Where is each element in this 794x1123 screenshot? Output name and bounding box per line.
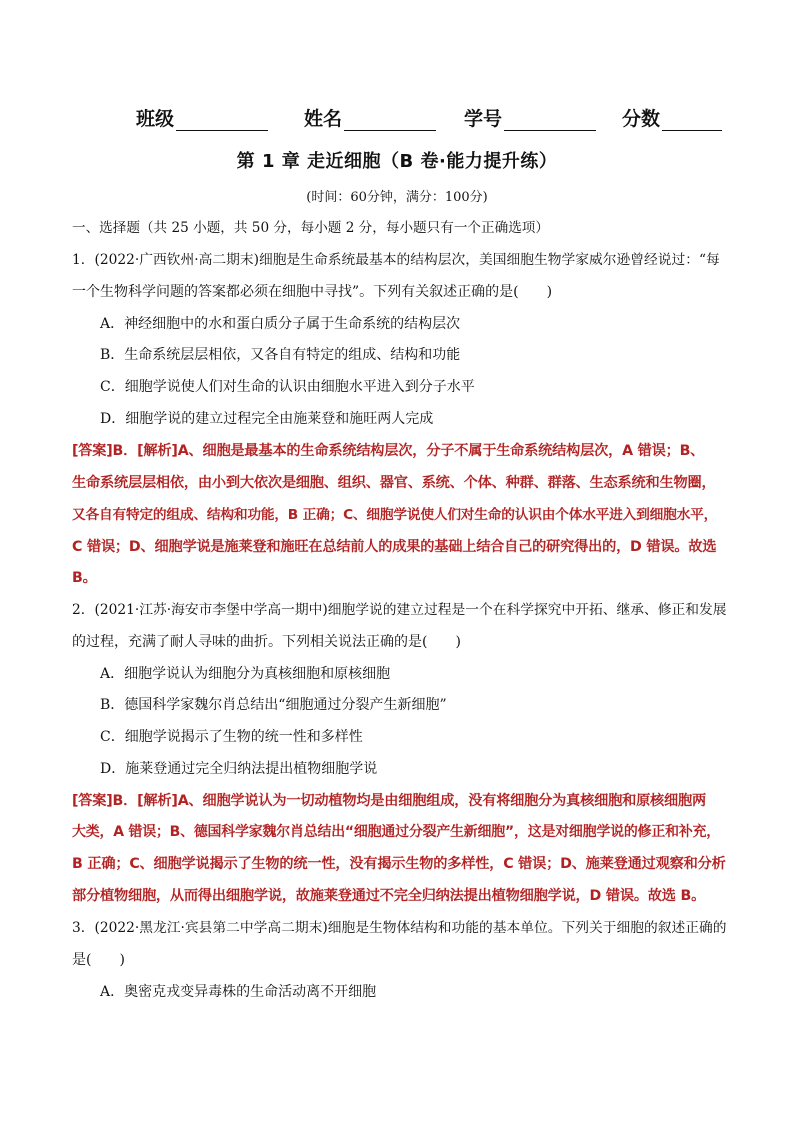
answer-option: B．生命系统层层相依，又各自有特定的组成、结构和功能 [100,347,461,363]
question-stem-line: 2．(2021·江苏·海安市李堡中学高一期中)细胞学说的建立过程是一个在科学探究中开拓、继承、修正和发展 [72,602,727,618]
question-stem-line: 的过程，充满了耐人寻味的曲折。下列相关说法正确的是( ) [72,634,461,650]
answer-explanation-line: C 错误；D、细胞学说是施莱登和施旺在总结前人的成果的基础上结合自己的研究得出的，D 错误。故选 [72,539,717,555]
answer-explanation-line: [答案]B．[解析]A、细胞是最基本的生命系统结构层次，分子不属于生命系统结构层次，A 错误；B、 [72,443,705,459]
question-stem-line: 是( ) [72,952,125,968]
page-title: 第 1 章 走近细胞（B 卷·能力提升练） [236,151,558,172]
exam-time-info: (时间：60分钟，满分：100分) [306,190,488,205]
question-stem-line: 3．(2022·黑龙江·宾县第二中学高二期末)细胞是生物体结构和功能的基本单位。下列关于细胞的叙述正确的 [72,920,727,936]
answer-explanation-line: B。 [72,570,97,586]
answer-explanation-line: 大类，A 错误；B、德国科学家魏尔肖总结出“细胞通过分裂产生新细胞”，这是对细胞学说的修正和补充， [72,824,721,840]
score-label: 分数 [622,108,661,130]
name-label: 姓名 [304,108,343,130]
class-field[interactable] [136,104,268,131]
answer-option: A．细胞学说认为细胞分为真核细胞和原核细胞 [100,666,391,682]
score-blank[interactable] [662,110,722,131]
answer-option: A．奥密克戎变异毒株的生命活动离不开细胞 [100,984,377,1000]
section-heading: 一、选择题（共 25 小题，共 50 分，每小题 2 分，每小题只有一个正确选项） [72,220,549,236]
answer-option: B．德国科学家魏尔肖总结出“细胞通过分裂产生新细胞” [100,697,447,713]
answer-explanation-line: B 正确；C、细胞学说揭示了生物的统一性，没有揭示生物的多样性，C 错误；D、施莱登通过观察和分析 [72,856,726,872]
class-label: 班级 [136,108,175,130]
answer-explanation-line: 生命系统层层相依，由小到大依次是细胞、组织、器官、系统、个体、种群、群落、生态系统和生物圈， [72,475,716,491]
question-stem-line: 1．(2022·广西钦州·高二期末)细胞是生命系统最基本的结构层次，美国细胞生物学家威尔逊曾经说过：“每 [72,252,720,268]
class-blank[interactable] [176,110,268,131]
answer-option: D．细胞学说的建立过程完全由施莱登和施旺两人完成 [100,411,434,427]
name-field[interactable] [304,104,436,131]
student-info-header [136,104,736,130]
answer-option: C．细胞学说使人们对生命的认识由细胞水平进入到分子水平 [100,379,475,395]
student-id-label: 学号 [464,108,503,130]
answer-explanation-line: 又各自有特定的组成、结构和功能，B 正确；C、细胞学说使人们对生命的认识由个体水平进入到细胞水平， [72,507,718,523]
answer-option: C．细胞学说揭示了生物的统一性和多样性 [100,729,363,745]
question-stem-line: 一个生物科学问题的答案都必须在细胞中寻找”。下列有关叙述正确的是( ) [72,284,553,300]
name-blank[interactable] [344,110,436,131]
student-id-field[interactable] [464,104,596,131]
score-field[interactable] [622,104,722,131]
answer-option: D．施莱登通过完全归纳法提出植物细胞学说 [100,761,378,777]
answer-option: A．神经细胞中的水和蛋白质分子属于生命系统的结构层次 [100,316,461,332]
student-id-blank[interactable] [504,110,596,131]
answer-explanation-line: 部分植物细胞，从而得出细胞学说，故施莱登通过不完全归纳法提出植物细胞学说，D 错误。故选 B。 [72,888,706,904]
answer-explanation-line: [答案]B．[解析]A、细胞学说认为一切动植物均是由细胞组成，没有将细胞分为真核细胞和原核细胞两 [72,793,707,809]
